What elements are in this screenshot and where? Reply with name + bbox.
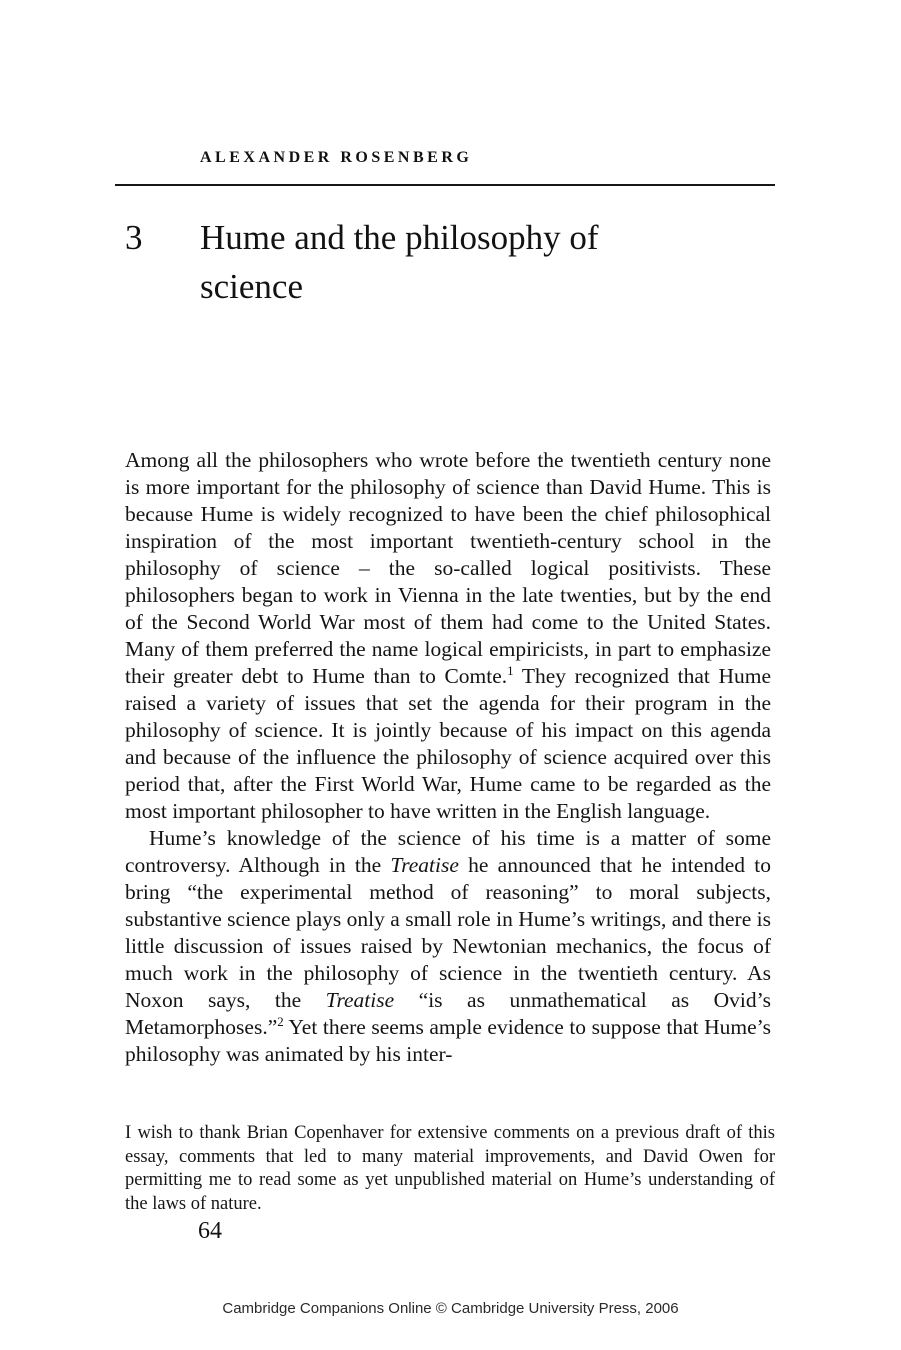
chapter-title: Hume and the philosophy of science <box>200 218 599 306</box>
paragraph-2: Hume’s knowledge of the science of his time is a matter of some controversy. Although in the Treatise he announced that he intended to bring “the experimental method of reasoning” to moral subjects, substantive science plays only a small role in Hume’s writings, and there is little discussion of issues raised by Newtonian mechanics, the focus of much work in the philosophy of science in the twentieth century. As Noxon says, the Treatise “is as unmathematical as Ovid’s Metamorphoses.”$^2$ Yet there seems ample evidence to suppose that Hume’s philosophy was animated by his inter- <box>125 826 771 1066</box>
page-number: 64 <box>198 1218 222 1244</box>
paragraph-1: Among all the philosophers who wrote before the twentieth century none is more important for the philosophy of science than David Hume. This is because Hume is widely recognized to have been the chief philosophical inspiration of the most important twentieth-century school in the philosophy of science – the so-called logical positivists. These philosophers began to work in Vienna in the late twenties, but by the end of the Second World War most of them had come to the United States. Many of them preferred the name logical empiricists, in part to emphasize their greater debt to Hume than to Comte.$^1$ They recognized that Hume raised a variety of issues that set the agenda for their program in the philosophy of science. It is jointly because of his impact on this agenda and because of the influence the philosophy of science acquired over this period that, after the First World War, Hume came to be regarded as the most important philosopher to have written in the English language. <box>125 448 771 823</box>
body-text <box>125 447 771 1068</box>
running-head-author: ALEXANDER ROSENBERG <box>200 149 473 166</box>
chapter-number: 3 <box>125 218 143 257</box>
chapter-heading <box>125 213 670 311</box>
copyright-footer: Cambridge Companions Online © Cambridge University Press, 2006 <box>222 1300 679 1317</box>
acknowledgement-footnote: I wish to thank Brian Copenhaver for extensive comments on a previous draft of this essay, comments that led to many material improvements, and David Owen for permitting me to read some as yet unpublished material on Hume’s understanding of the laws of nature. <box>125 1123 775 1214</box>
header-rule <box>115 184 775 186</box>
